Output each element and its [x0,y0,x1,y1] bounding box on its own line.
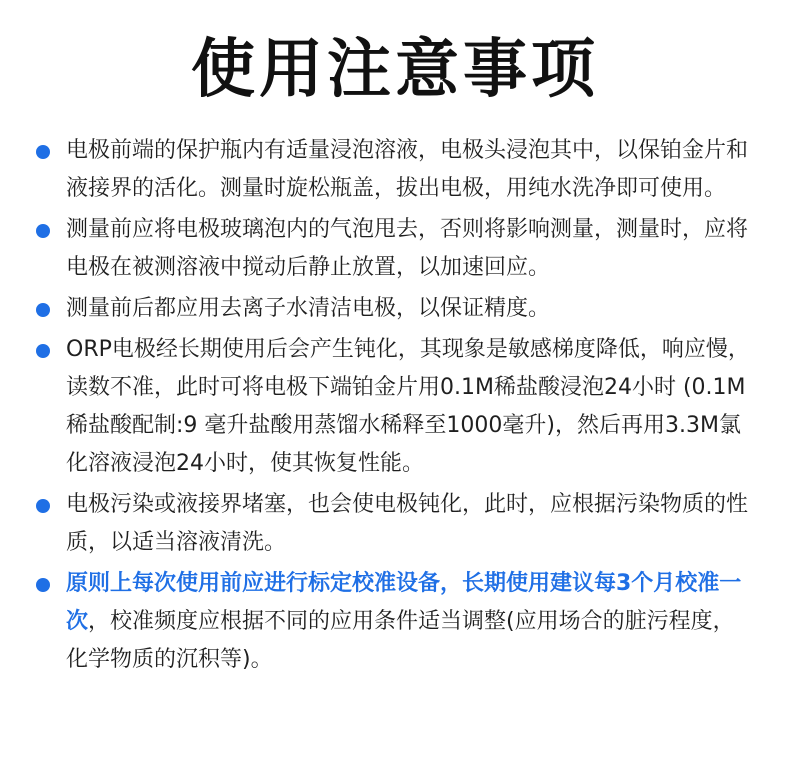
note-text: 电极前端的保护瓶内有适量浸泡溶液，电极头浸泡其中，以保铂金片和液接界的活化。测量时旋松瓶盖，拔出电极，用纯水洗净即可使用。 [66,138,749,201]
note-text: ，校准频度应根据不同的应用条件适当调整(应用场合的脏污程度，化学物质的沉积等)。 [66,609,735,672]
note-text: 测量前应将电极玻璃泡内的气泡甩去，否则将影响测量，测量时，应将电极在被测溶液中搅动后静止放置，以加速回应。 [66,217,749,280]
bullet-dot-icon [36,344,50,358]
bullet-dot-icon [36,303,50,317]
bullet-dot-icon [36,224,50,238]
note-text: ORP电极经长期使用后会产生钝化，其现象是敏感梯度降低，响应慢，读数不准，此时可将电极下端铂金片用0.1M稀盐酸浸泡24小时 (0.1M稀盐酸配制:9 毫升盐酸用蒸馏水稀释至1000毫升)，然后再用3.3M氯化溶液浸泡24小时，使其恢复性能。 [66,337,750,476]
note-text: 电极污染或液接界堵塞，也会使电极钝化，此时，应根据污染物质的性质，以适当溶液清洗。 [66,492,749,555]
note-text: 测量前后都应用去离子水清洁电极，以保证精度。 [66,296,551,321]
calibration-highlight: 原则上每次使用前应进行标定校准设备，长期使用建议每3个月校准一次 [66,571,742,634]
list-item [36,565,756,679]
bullet-dot-icon [36,145,50,159]
list-item [36,331,756,483]
list-item [36,290,756,328]
list-item [36,486,756,562]
bullet-dot-icon [36,578,50,592]
list-item [36,132,756,208]
notes-list [36,132,756,682]
page-title: 使用注意事项 [191,33,599,107]
bullet-dot-icon [36,499,50,513]
list-item [36,211,756,287]
